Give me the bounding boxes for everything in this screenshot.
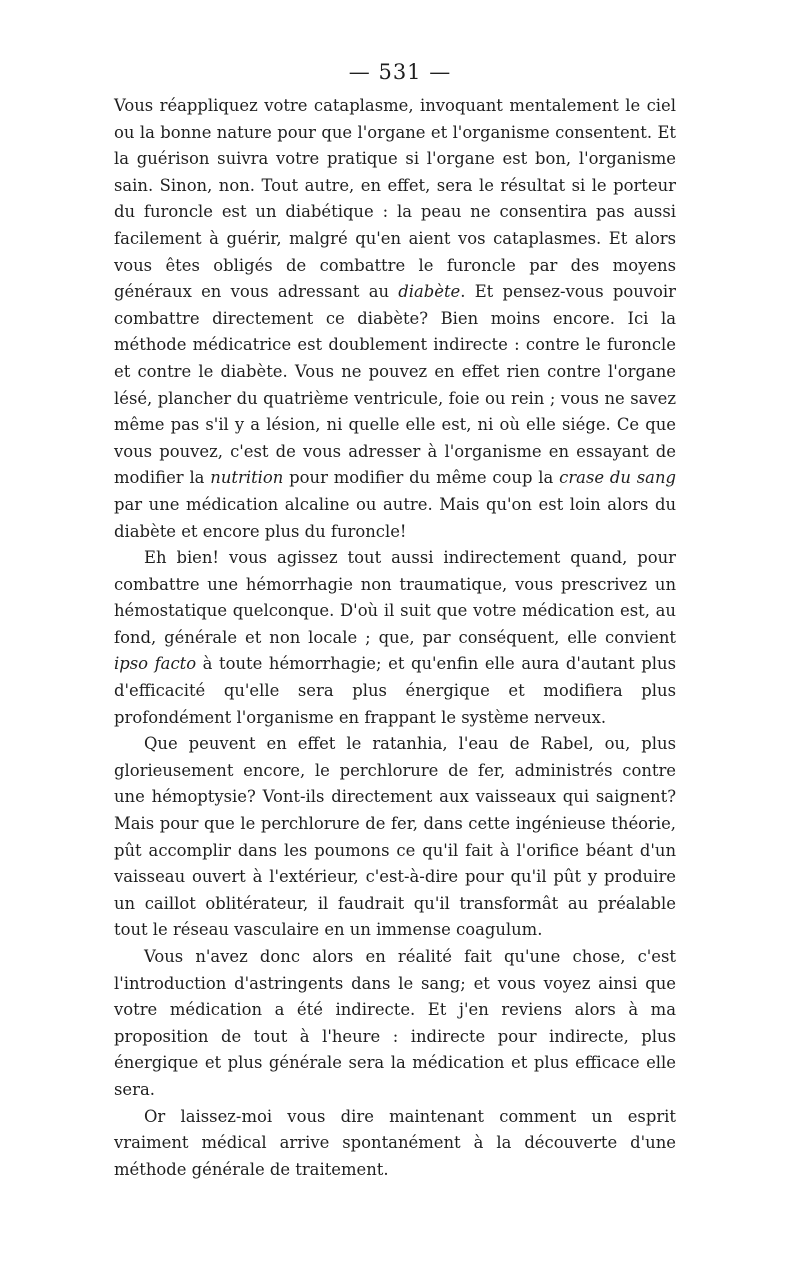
paragraph-1: Vous réappliquez votre cataplasme, invoquant mentalement le ciel ou la bonne nature pour que l'organe et l'organisme consentent. Et la guérison suivra votre pratique si l'organe est bon, l'organisme sain. Sinon, non. Tout autre, en effet, sera le résultat si le porteur du furoncle est un diabétique : la peau ne consentira pas aussi facilement à guérir, malgré qu'en aient vos cataplasmes. Et alors vous êtes obligés de combattre le furoncle par des moyens généraux en vous adressant au diabète. Et pensez-vous pouvoir combattre directement ce diabète? Bien moins encore. Ici la méthode médicatrice est doublement indirecte : contre le furoncle et contre le diabète. Vous ne pouvez en effet rien contre l'organe lésé, plancher du quatrième ventricule, foie ou rein ; vous ne savez même pas s'il y a lésion, ni quelle elle est, ni où elle siége. Ce que vous pouvez, c'est de vous adresser à l'organisme en essayant de modifier la nutrition pour modifier du même coup la crase du sang par une médication alcaline ou autre. Mais qu'on est loin alors du diabète et encore plus du furoncle! [114, 96, 676, 541]
paragraph-4: Vous n'avez donc alors en réalité fait qu'une chose, c'est l'introduction d'astringents dans le sang; et vous voyez ainsi que votre médication a été indirecte. Et j'en reviens alors à ma proposition de tout à l'heure : indirecte pour indirecte, plus énergique et plus générale sera la médication et plus efficace elle sera. [114, 947, 676, 1099]
paragraph-5: Or laissez-moi vous dire maintenant comment un esprit vraiment médical arrive spontanément à la découverte d'une méthode générale de traitement. [114, 1106, 676, 1179]
paragraph-2: Eh bien! vous agissez tout aussi indirectement quand, pour combattre une hémorrhagie non traumatique, vous prescrivez un hémostatique quelconque. D'où il suit que votre médication est, au fond, générale et non locale ; que, par conséquent, elle convient ipso facto à toute hémorrhagie; et qu'enfin elle aura d'autant plus d'efficacité qu'elle sera plus énergique et modifiera plus profondément l'organisme en frappant le système nerveux. [114, 548, 676, 727]
page-number: — 531 — [348, 60, 452, 84]
paragraph-3: Que peuvent en effet le ratanhia, l'eau de Rabel, ou, plus glorieusement encore, le perchlorure de fer, administrés contre une hémoptysie? Vont-ils directement aux vaisseaux qui saignent? Mais pour que le perchlorure de fer, dans cette ingénieuse théorie, pût accomplir dans les poumons ce qu'il fait à l'orifice béant d'un vaisseau ouvert à l'extérieur, c'est-à-dire pour qu'il pût y produire un caillot oblitérateur, il faudrait qu'il transformât au préalable tout le réseau vasculaire en un immense coagulum. [114, 734, 676, 940]
page-body [114, 93, 676, 1183]
